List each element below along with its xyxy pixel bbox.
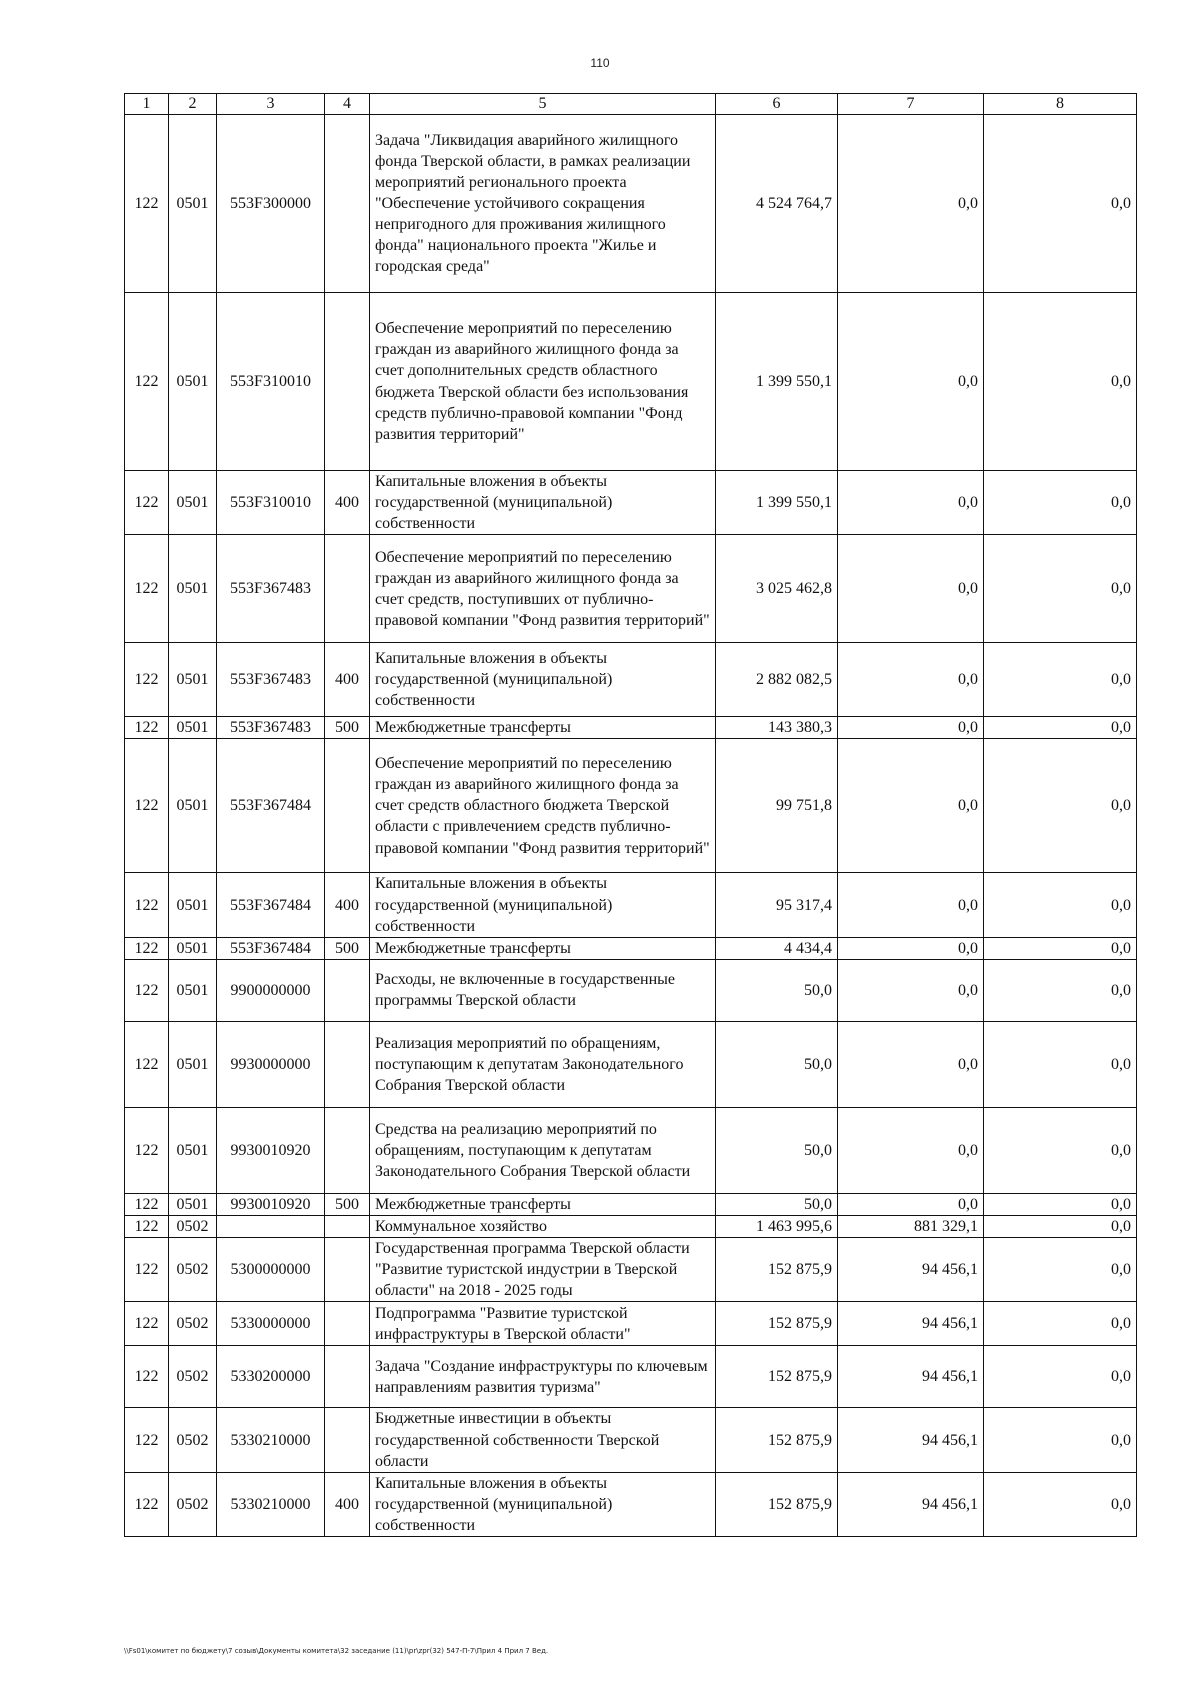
cell-amount-col-7: 0,0: [838, 115, 984, 293]
column-header: 1: [125, 94, 169, 115]
cell-amount-col-8: 0,0: [984, 1472, 1137, 1536]
table-row: [125, 717, 1137, 739]
cell-code-level-1: 122: [125, 643, 169, 717]
cell-item-name: Задача "Создание инфраструктуры по ключевым направлениям развития туризма": [370, 1346, 716, 1408]
cell-code-level-1: 122: [125, 739, 169, 873]
table-row: [125, 1107, 1137, 1193]
cell-section-code: 0501: [169, 643, 217, 717]
cell-amount-col-8: 0,0: [984, 115, 1137, 293]
cell-amount-col-7: 94 456,1: [838, 1302, 984, 1346]
cell-item-name: Расходы, не включенные в государственные программы Тверской области: [370, 959, 716, 1021]
cell-code-level-1: 122: [125, 1021, 169, 1107]
cell-amount-col-8: 0,0: [984, 959, 1137, 1021]
cell-target-item-code: 5300000000: [217, 1238, 325, 1302]
budget-table: [124, 93, 1137, 1537]
cell-expense-type-code: 400: [325, 1472, 370, 1536]
cell-amount-col-7: 0,0: [838, 535, 984, 643]
cell-item-name: Обеспечение мероприятий по переселению граждан из аварийного жилищного фонда за счет средств областного бюджета Тверской области с привлечением средств публично-правовой компании "Фонд развития территорий": [370, 739, 716, 873]
cell-expense-type-code: [325, 1302, 370, 1346]
cell-section-code: 0501: [169, 1107, 217, 1193]
cell-section-code: 0501: [169, 1021, 217, 1107]
cell-target-item-code: 553F367483: [217, 643, 325, 717]
cell-target-item-code: 9930000000: [217, 1021, 325, 1107]
table-row: [125, 1238, 1137, 1302]
table-row: [125, 643, 1137, 717]
cell-expense-type-code: 400: [325, 873, 370, 937]
cell-item-name: Обеспечение мероприятий по переселению граждан из аварийного жилищного фонда за счет дополнительных средств областного бюджета Тверской области без использования средств публично-правовой компании "Фонд развития территорий": [370, 293, 716, 471]
page-number: 110: [590, 56, 610, 70]
cell-code-level-1: 122: [125, 115, 169, 293]
cell-amount-col-7: 0,0: [838, 643, 984, 717]
cell-section-code: 0501: [169, 115, 217, 293]
cell-amount-col-6: 4 434,4: [716, 937, 838, 959]
cell-expense-type-code: [325, 739, 370, 873]
cell-expense-type-code: [325, 1408, 370, 1472]
cell-amount-col-7: 94 456,1: [838, 1408, 984, 1472]
cell-amount-col-8: 0,0: [984, 937, 1137, 959]
column-header: 4: [325, 94, 370, 115]
cell-section-code: 0501: [169, 293, 217, 471]
cell-amount-col-7: 0,0: [838, 717, 984, 739]
table-row: [125, 471, 1137, 535]
cell-item-name: Задача "Ликвидация аварийного жилищного фонда Тверской области, в рамках реализации мероприятий регионального проекта "Обеспечение устойчивого сокращения непригодного для проживания жилищного фонда" национального проекта "Жилье и городская среда": [370, 115, 716, 293]
cell-code-level-1: 122: [125, 1238, 169, 1302]
table-row: [125, 1408, 1137, 1472]
cell-amount-col-7: 94 456,1: [838, 1472, 984, 1536]
cell-expense-type-code: [325, 1238, 370, 1302]
cell-expense-type-code: 400: [325, 471, 370, 535]
cell-expense-type-code: [325, 535, 370, 643]
cell-amount-col-8: 0,0: [984, 1238, 1137, 1302]
cell-item-name: Капитальные вложения в объекты государственной (муниципальной) собственности: [370, 643, 716, 717]
cell-target-item-code: 553F367484: [217, 873, 325, 937]
cell-target-item-code: 553F310010: [217, 471, 325, 535]
cell-target-item-code: 553F310010: [217, 293, 325, 471]
cell-expense-type-code: [325, 115, 370, 293]
cell-item-name: Коммунальное хозяйство: [370, 1215, 716, 1237]
cell-amount-col-7: 881 329,1: [838, 1215, 984, 1237]
cell-amount-col-8: 0,0: [984, 1215, 1137, 1237]
cell-amount-col-7: 0,0: [838, 959, 984, 1021]
table-row: [125, 1472, 1137, 1536]
cell-section-code: 0501: [169, 1193, 217, 1215]
cell-code-level-1: 122: [125, 717, 169, 739]
table-row: [125, 1302, 1137, 1346]
cell-expense-type-code: [325, 959, 370, 1021]
cell-target-item-code: 9930010920: [217, 1107, 325, 1193]
cell-item-name: Межбюджетные трансферты: [370, 717, 716, 739]
cell-amount-col-8: 0,0: [984, 1302, 1137, 1346]
cell-item-name: Капитальные вложения в объекты государственной (муниципальной) собственности: [370, 471, 716, 535]
cell-target-item-code: 9930010920: [217, 1193, 325, 1215]
column-header: 3: [217, 94, 325, 115]
cell-amount-col-7: 0,0: [838, 739, 984, 873]
cell-amount-col-6: 152 875,9: [716, 1472, 838, 1536]
cell-expense-type-code: 400: [325, 643, 370, 717]
cell-expense-type-code: [325, 1346, 370, 1408]
cell-code-level-1: 122: [125, 873, 169, 937]
cell-amount-col-7: 0,0: [838, 471, 984, 535]
cell-item-name: Бюджетные инвестиции в объекты государственной собственности Тверской области: [370, 1408, 716, 1472]
cell-amount-col-6: 50,0: [716, 959, 838, 1021]
cell-section-code: 0502: [169, 1472, 217, 1536]
cell-code-level-1: 122: [125, 1472, 169, 1536]
cell-target-item-code: 5330200000: [217, 1346, 325, 1408]
cell-amount-col-7: 0,0: [838, 1193, 984, 1215]
cell-amount-col-6: 50,0: [716, 1107, 838, 1193]
cell-amount-col-8: 0,0: [984, 1193, 1137, 1215]
cell-code-level-1: 122: [125, 1408, 169, 1472]
cell-amount-col-6: 2 882 082,5: [716, 643, 838, 717]
cell-section-code: 0501: [169, 937, 217, 959]
cell-code-level-1: 122: [125, 471, 169, 535]
cell-amount-col-7: 0,0: [838, 293, 984, 471]
cell-amount-col-8: 0,0: [984, 1107, 1137, 1193]
cell-code-level-1: 122: [125, 1215, 169, 1237]
table-header-row: [125, 94, 1137, 115]
table-row: [125, 739, 1137, 873]
cell-target-item-code: 553F367483: [217, 717, 325, 739]
cell-amount-col-8: 0,0: [984, 1408, 1137, 1472]
cell-target-item-code: 553F300000: [217, 115, 325, 293]
cell-target-item-code: 553F367484: [217, 937, 325, 959]
cell-code-level-1: 122: [125, 535, 169, 643]
table-row: [125, 959, 1137, 1021]
cell-expense-type-code: [325, 1215, 370, 1237]
cell-code-level-1: 122: [125, 1193, 169, 1215]
cell-amount-col-6: 4 524 764,7: [716, 115, 838, 293]
cell-code-level-1: 122: [125, 293, 169, 471]
cell-amount-col-6: 152 875,9: [716, 1346, 838, 1408]
column-header: 5: [370, 94, 716, 115]
cell-section-code: 0502: [169, 1302, 217, 1346]
cell-amount-col-8: 0,0: [984, 717, 1137, 739]
cell-item-name: Капитальные вложения в объекты государственной (муниципальной) собственности: [370, 873, 716, 937]
cell-code-level-1: 122: [125, 1107, 169, 1193]
cell-section-code: 0501: [169, 717, 217, 739]
cell-expense-type-code: [325, 293, 370, 471]
cell-amount-col-6: 1 399 550,1: [716, 293, 838, 471]
cell-amount-col-7: 0,0: [838, 1107, 984, 1193]
cell-amount-col-6: 152 875,9: [716, 1408, 838, 1472]
cell-amount-col-6: 50,0: [716, 1193, 838, 1215]
cell-amount-col-7: 0,0: [838, 937, 984, 959]
cell-target-item-code: 5330210000: [217, 1472, 325, 1536]
cell-amount-col-7: 0,0: [838, 873, 984, 937]
cell-section-code: 0501: [169, 959, 217, 1021]
table-row: [125, 873, 1137, 937]
cell-expense-type-code: [325, 1021, 370, 1107]
cell-item-name: Средства на реализацию мероприятий по обращениям, поступающим к депутатам Законодательного Собрания Тверской области: [370, 1107, 716, 1193]
cell-amount-col-6: 99 751,8: [716, 739, 838, 873]
cell-item-name: Межбюджетные трансферты: [370, 937, 716, 959]
cell-section-code: 0502: [169, 1408, 217, 1472]
cell-target-item-code: 553F367483: [217, 535, 325, 643]
cell-item-name: Государственная программа Тверской области "Развитие туристской индустрии в Тверской области" на 2018 - 2025 годы: [370, 1238, 716, 1302]
cell-amount-col-6: 152 875,9: [716, 1302, 838, 1346]
cell-amount-col-6: 95 317,4: [716, 873, 838, 937]
cell-amount-col-8: 0,0: [984, 643, 1137, 717]
table-row: [125, 293, 1137, 471]
column-header: 7: [838, 94, 984, 115]
cell-item-name: Подпрограмма "Развитие туристской инфраструктуры в Тверской области": [370, 1302, 716, 1346]
cell-amount-col-8: 0,0: [984, 293, 1137, 471]
cell-amount-col-8: 0,0: [984, 471, 1137, 535]
cell-amount-col-7: 0,0: [838, 1021, 984, 1107]
cell-expense-type-code: 500: [325, 1193, 370, 1215]
cell-amount-col-6: 152 875,9: [716, 1238, 838, 1302]
table-row: [125, 1215, 1137, 1237]
table-row: [125, 1346, 1137, 1408]
cell-target-item-code: 5330000000: [217, 1302, 325, 1346]
cell-item-name: Реализация мероприятий по обращениям, поступающим к депутатам Законодательного Собрания Тверской области: [370, 1021, 716, 1107]
cell-expense-type-code: [325, 1107, 370, 1193]
cell-code-level-1: 122: [125, 1346, 169, 1408]
cell-amount-col-6: 1 463 995,6: [716, 1215, 838, 1237]
cell-section-code: 0501: [169, 739, 217, 873]
column-header: 6: [716, 94, 838, 115]
cell-amount-col-8: 0,0: [984, 1021, 1137, 1107]
cell-target-item-code: 553F367484: [217, 739, 325, 873]
cell-amount-col-8: 0,0: [984, 739, 1137, 873]
cell-amount-col-7: 94 456,1: [838, 1346, 984, 1408]
footer-file-path: \\Fs01\комитет по бюджету\7 созыв\Документы комитета\32 заседание (11)\pr\zpr(32) 547-П-7\Прил 4 Прил 7 Вед.: [124, 1647, 549, 1655]
cell-amount-col-8: 0,0: [984, 1346, 1137, 1408]
cell-code-level-1: 122: [125, 959, 169, 1021]
cell-amount-col-8: 0,0: [984, 873, 1137, 937]
cell-section-code: 0502: [169, 1238, 217, 1302]
cell-section-code: 0501: [169, 873, 217, 937]
cell-item-name: Межбюджетные трансферты: [370, 1193, 716, 1215]
cell-item-name: Капитальные вложения в объекты государственной (муниципальной) собственности: [370, 1472, 716, 1536]
cell-code-level-1: 122: [125, 1302, 169, 1346]
table-row: [125, 115, 1137, 293]
cell-expense-type-code: 500: [325, 937, 370, 959]
cell-target-item-code: 5330210000: [217, 1408, 325, 1472]
cell-amount-col-6: 143 380,3: [716, 717, 838, 739]
cell-code-level-1: 122: [125, 937, 169, 959]
cell-expense-type-code: 500: [325, 717, 370, 739]
table-row: [125, 937, 1137, 959]
column-header: 2: [169, 94, 217, 115]
cell-section-code: 0502: [169, 1346, 217, 1408]
table-row: [125, 1021, 1137, 1107]
cell-amount-col-8: 0,0: [984, 535, 1137, 643]
cell-section-code: 0501: [169, 535, 217, 643]
table-row: [125, 535, 1137, 643]
cell-target-item-code: [217, 1215, 325, 1237]
table-body: [125, 115, 1137, 1537]
column-header: 8: [984, 94, 1137, 115]
cell-amount-col-7: 94 456,1: [838, 1238, 984, 1302]
cell-section-code: 0501: [169, 471, 217, 535]
cell-amount-col-6: 3 025 462,8: [716, 535, 838, 643]
cell-item-name: Обеспечение мероприятий по переселению граждан из аварийного жилищного фонда за счет средств, поступивших от публично-правовой компании "Фонд развития территорий": [370, 535, 716, 643]
table-row: [125, 1193, 1137, 1215]
cell-amount-col-6: 1 399 550,1: [716, 471, 838, 535]
cell-section-code: 0502: [169, 1215, 217, 1237]
cell-amount-col-6: 50,0: [716, 1021, 838, 1107]
cell-target-item-code: 9900000000: [217, 959, 325, 1021]
